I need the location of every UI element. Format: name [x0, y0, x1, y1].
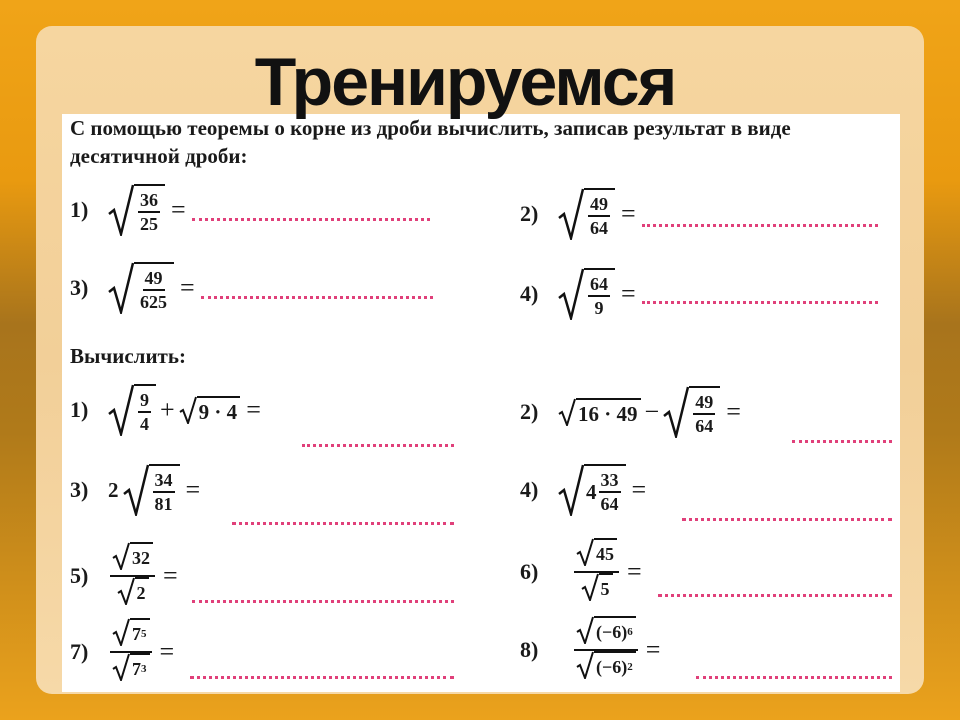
radical-sign-icon [576, 651, 594, 679]
exercise-number: 8) [520, 637, 539, 662]
exercise-number: 5) [70, 563, 89, 588]
answer-line[interactable] [192, 600, 454, 603]
exercise-2-2: 2) 16 · 49 − $\frac{49}{64}$ = [520, 386, 747, 438]
exercise-number: 3) [70, 275, 89, 300]
radical-sign-icon [108, 384, 134, 436]
fraction: $\frac{34}{81}$ [154, 470, 173, 514]
exercise-1-4: 4) $\frac{64}{9}$ = [520, 268, 878, 320]
square-root: 16 · 49 [558, 398, 641, 427]
slide-title: Тренируемся [254, 44, 676, 120]
worksheet [62, 114, 900, 692]
answer-line[interactable] [696, 676, 892, 679]
exercise-number: 3) [70, 477, 89, 502]
radical-sign-icon [576, 538, 594, 566]
fraction: $\frac{9}{4}$ [140, 390, 149, 434]
radical-sign-icon [558, 464, 584, 516]
radical-sign-icon [576, 616, 594, 644]
radical-sign-icon [558, 268, 584, 320]
exercise-number: 1) [70, 397, 89, 422]
radical-sign-icon [112, 618, 130, 646]
answer-line[interactable] [642, 224, 878, 227]
exercise-1-2: 2) $\frac{49}{64}$ = [520, 188, 878, 240]
fraction: (−6) 6 (−6) 2 [574, 616, 638, 684]
radical-sign-icon [108, 262, 134, 314]
exercise-1-1: 1) $\frac{36}{25}$ = [70, 184, 430, 236]
exercise-2-5: 5) $\frac{32}{2}$ = [70, 542, 184, 610]
radical-sign-icon [117, 577, 135, 605]
exercise-2-1: 1) $\frac{9}{4}$ + 9 · 4 = [70, 384, 267, 436]
fraction: $\frac{33}{64}$ [600, 470, 619, 514]
fraction: $\frac{49}{64}$ [695, 392, 714, 436]
intro-text: С помощью теоремы о корне из дроби вычислить, записав результат в виде десятичной дроби: [70, 116, 791, 168]
radical-sign-icon [108, 184, 134, 236]
answer-line[interactable] [190, 676, 454, 679]
radical-sign-icon [663, 386, 689, 438]
exercise-number: 2) [520, 399, 539, 424]
exercise-2-6: 6) $\frac{45}{5}$ = [520, 538, 648, 606]
radical-sign-icon [558, 188, 584, 240]
square-root: 9 · 4 [179, 396, 241, 425]
square-root: 4 $\frac{33}{64}$ [558, 464, 626, 516]
answer-line[interactable] [232, 522, 454, 525]
exercise-number: 4) [520, 477, 539, 502]
section-heading: Вычислить: [70, 344, 186, 368]
exercise-number: 2) [520, 201, 539, 226]
radical-sign-icon [179, 396, 197, 424]
exercise-number: 6) [520, 559, 539, 584]
fraction: $\frac{36}{25}$ [140, 190, 158, 234]
radical-sign-icon [112, 542, 130, 570]
square-root [558, 188, 615, 240]
exercise-1-3: 3) $\frac{49}{625}$ = [70, 262, 433, 314]
fraction: $\frac{49}{625}$ [140, 268, 167, 312]
exercise-2-4: 4) 4 $\frac{33}{64}$ = [520, 464, 652, 516]
fraction: $\frac{32}{2}$ [110, 542, 155, 610]
answer-line[interactable] [302, 444, 454, 447]
exercise-number: 7) [70, 639, 89, 664]
square-root [108, 184, 165, 236]
exercise-number: 1) [70, 197, 89, 222]
fraction: 7 5 7 3 [110, 618, 152, 686]
exercise-2-3: 3) 2 $\frac{34}{81}$ = [70, 464, 206, 516]
answer-line[interactable] [792, 440, 892, 443]
radical-sign-icon [558, 398, 576, 426]
answer-line[interactable] [192, 218, 430, 221]
fraction: $\frac{64}{9}$ [590, 274, 608, 318]
answer-line[interactable] [201, 296, 433, 299]
answer-line[interactable] [682, 518, 892, 521]
fraction: $\frac{49}{64}$ [590, 194, 608, 238]
exercise-2-8: 8) (−6) 6 (−6) 2 = [520, 616, 666, 684]
square-root [108, 262, 174, 314]
square-root [123, 464, 180, 516]
exercise-2-7: 7) 7 5 7 3 = [70, 618, 180, 686]
answer-line[interactable] [642, 301, 878, 304]
answer-line[interactable] [658, 594, 892, 597]
square-root [108, 384, 156, 436]
radical-sign-icon [112, 653, 130, 681]
fraction: $\frac{45}{5}$ [574, 538, 619, 606]
radical-sign-icon [581, 573, 599, 601]
square-root [558, 268, 615, 320]
square-root [663, 386, 720, 438]
radical-sign-icon [123, 464, 149, 516]
exercise-number: 4) [520, 281, 539, 306]
